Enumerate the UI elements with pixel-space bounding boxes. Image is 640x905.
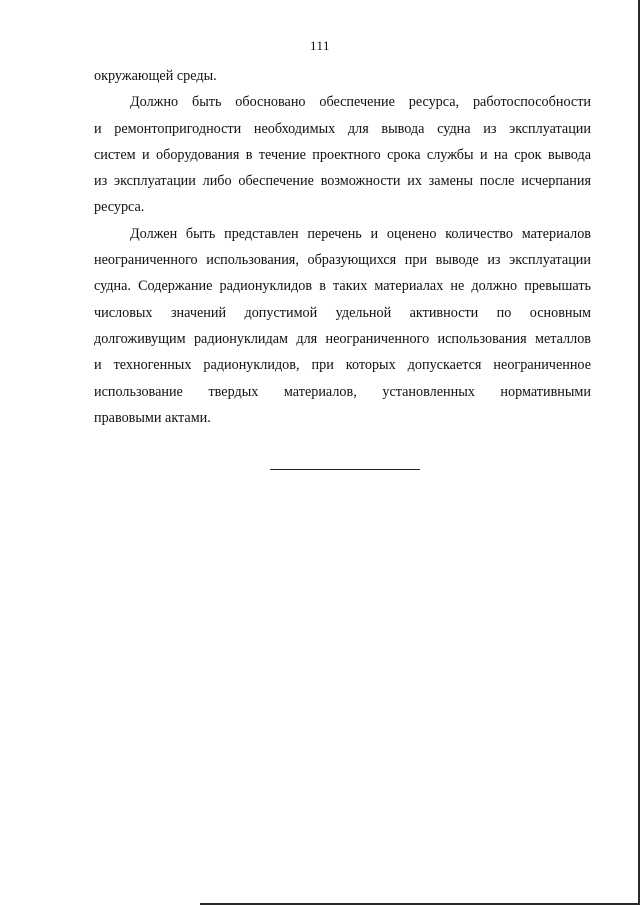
page-number: 111 xyxy=(309,38,331,53)
text-line: из эксплуатации либо обеспечение возможности их замены после исчерпания xyxy=(94,173,591,190)
body-text xyxy=(94,63,591,431)
end-separator-line xyxy=(270,469,420,470)
text-line: систем и оборудования в течение проектного срока службы и на срок вывода xyxy=(94,146,591,163)
text-line: Должен быть представлен перечень и оценено количество материалов xyxy=(130,225,591,242)
text-line: долгоживущим радионуклидам для неограниченного использования металлов xyxy=(94,330,591,347)
text-line: окружающей среды. xyxy=(94,68,217,84)
paragraph-2 xyxy=(94,89,591,220)
text-line: судна. Содержание радионуклидов в таких материалах не должно превышать xyxy=(94,278,591,295)
paragraph-1 xyxy=(94,63,591,89)
text-line: и ремонтопригодности необходимых для вывода судна из эксплуатации xyxy=(94,120,591,137)
text-line: и техногенных радионуклидов, при которых допускается неограниченное xyxy=(94,357,591,374)
text-line: Должно быть обосновано обеспечение ресурса, работоспособности xyxy=(130,94,591,111)
text-line: неограниченного использования, образующихся при выводе из эксплуатации xyxy=(94,252,591,269)
text-line: использование твердых материалов, установленных нормативными xyxy=(94,383,591,400)
paragraph-3 xyxy=(94,221,591,431)
text-line: числовых значений допустимой удельной активности по основным xyxy=(94,304,591,321)
text-line: правовыми актами. xyxy=(94,409,211,426)
text-line: ресурса. xyxy=(94,199,145,216)
